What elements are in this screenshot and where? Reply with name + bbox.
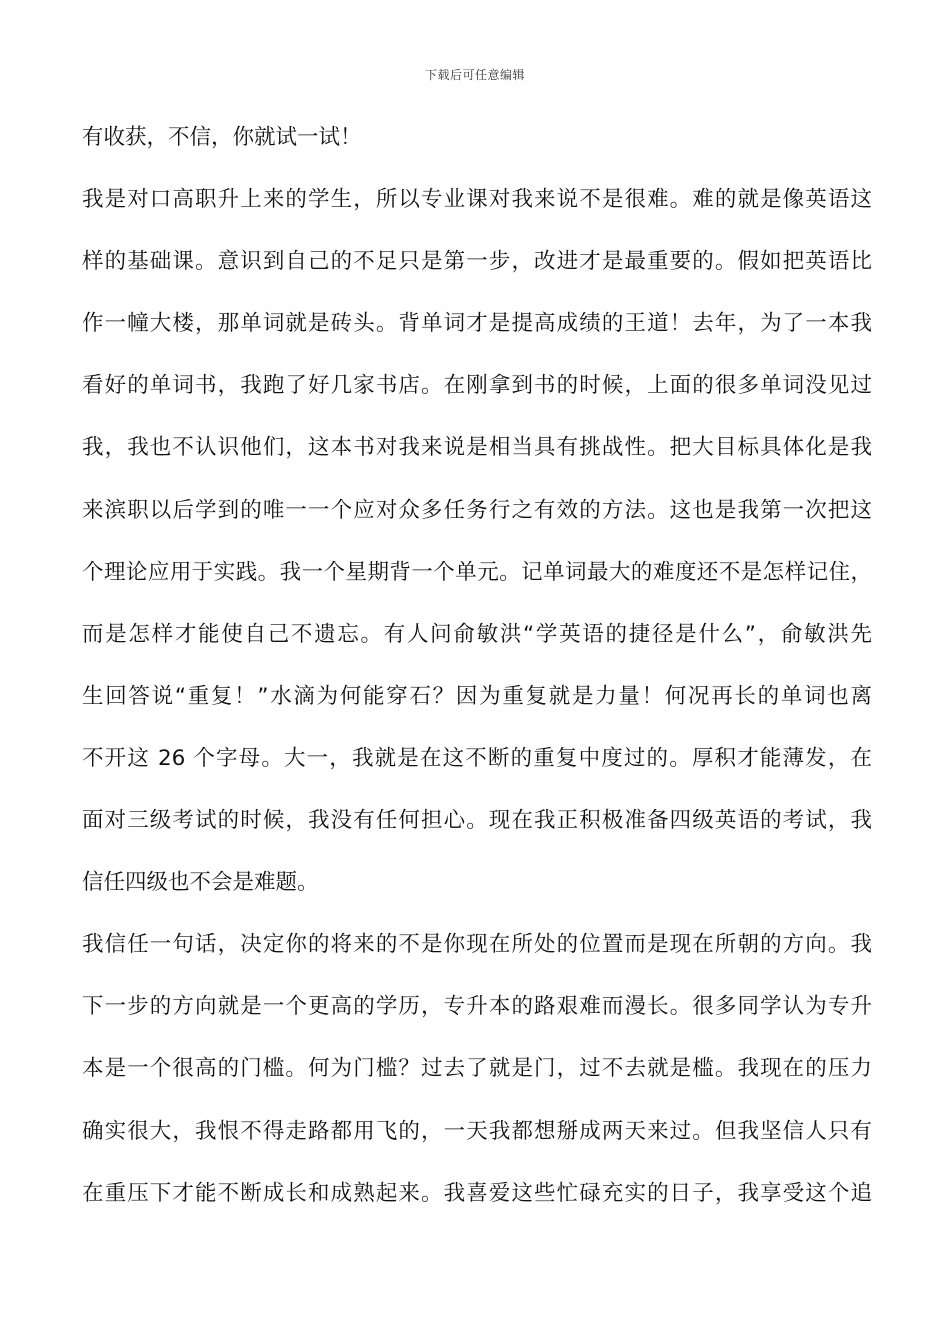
text-line: 有收获，不信，你就试一试！ [82, 125, 362, 150]
text-line: 我，我也不认识他们，这本书对我来说是相当具有挑战性。把大目标具体化是我 [82, 435, 872, 461]
text-line: 生回答说“重复！”水滴为何能穿石？因为重复就是力量！何况再长的单词也离 [82, 683, 872, 709]
text-line: 个理论应用于实践。我一个星期背一个单元。记单词最大的难度还不是怎样记住， [82, 559, 872, 585]
text-line: 在重压下才能不断成长和成熟起来。我喜爱这些忙碌充实的日子，我享受这个追 [82, 1180, 872, 1206]
text-line: 本是一个很高的门槛。何为门槛？过去了就是门，过不去就是槛。我现在的压力 [82, 1056, 872, 1082]
text-line: 下一步的方向就是一个更高的学历，专升本的路艰难而漫长。很多同学认为专升 [82, 994, 872, 1020]
page-header: 下载后可任意编辑 [424, 68, 525, 82]
text-line: 看好的单词书，我跑了好几家书店。在刚拿到书的时候，上面的很多单词没见过 [82, 373, 872, 399]
text-line: 作一幢大楼，那单词就是砖头。背单词才是提高成绩的王道！去年，为了一本我 [82, 311, 872, 337]
text-line: 面对三级考试的时候，我没有任何担心。现在我正积极准备四级英语的考试，我 [82, 808, 872, 834]
text-line: 我是对口高职升上来的学生，所以专业课对我来说不是很难。难的就是像英语这 [82, 187, 872, 213]
text-line: 不开这 26 个字母。大一，我就是在这不断的重复中度过的。厚积才能薄发，在 [82, 745, 872, 771]
text-line: 样的基础课。意识到自己的不足只是第一步，改进才是最重要的。假如把英语比 [82, 249, 872, 275]
body-text [82, 122, 872, 1240]
text-line: 我信任一句话，决定你的将来的不是你现在所处的位置而是现在所朝的方向。我 [82, 932, 872, 958]
text-line: 确实很大，我恨不得走路都用飞的，一天我都想掰成两天来过。但我坚信人只有 [82, 1118, 872, 1144]
text-line: 来滨职以后学到的唯一一个应对众多任务行之有效的方法。这也是我第一次把这 [82, 497, 872, 523]
text-line: 而是怎样才能使自己不遗忘。有人问俞敏洪“学英语的捷径是什么”，俞敏洪先 [82, 621, 872, 647]
text-line: 信任四级也不会是难题。 [82, 870, 319, 896]
